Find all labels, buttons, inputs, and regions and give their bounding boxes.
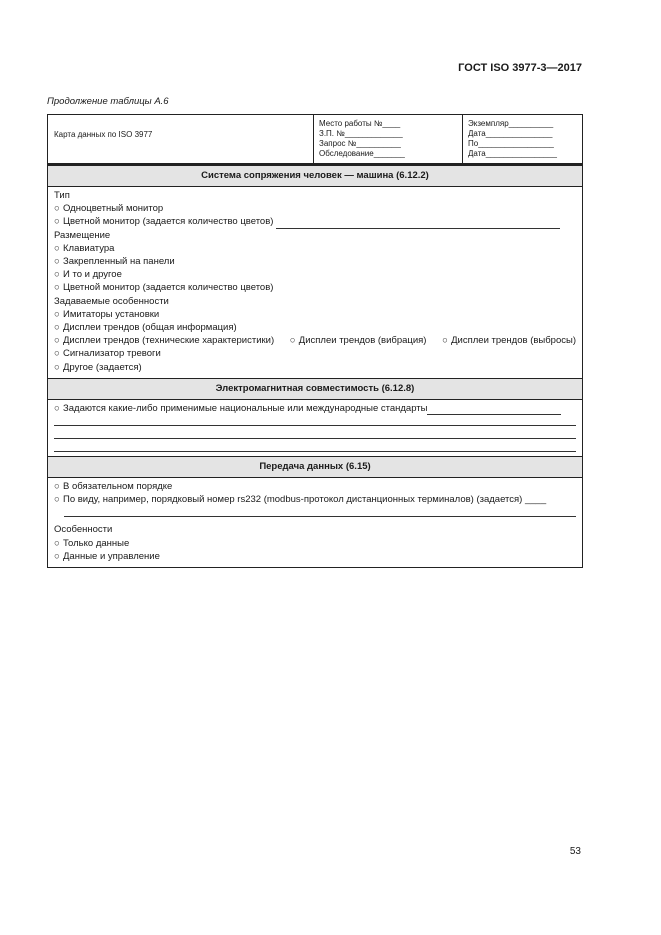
option-standards[interactable]: ○ Задаются какие-либо применимые национальные или международные стандарты [54,402,576,415]
work-info-cell [314,115,463,163]
section-data-transfer-body [48,478,582,567]
option-data-only[interactable]: ○ Только данные [54,537,130,549]
option-other[interactable]: ○ Другое (задается) [54,361,142,373]
type-label: Тип [54,190,70,201]
features-label: Задаваемые особенности [54,295,169,307]
option-panel-mounted[interactable]: ○ Закрепленный на панели [54,256,175,268]
option-keyboard[interactable]: ○ Клавиатура [54,242,115,254]
section-data-transfer-title: Передача данных (6.15) [48,456,582,478]
date-field-2[interactable]: Дата________________ [468,149,557,158]
section-emc-body [48,400,582,456]
option-color-monitor-2[interactable]: ○ Цветной монитор (задается количество цветов) [54,282,274,294]
option-protocol[interactable]: ○ По виду, например, порядковый номер rs232 (modbus-протокол дистанционных терминалов) (задается) ____ [54,494,547,506]
trend-options-row [54,334,576,347]
radio-icon[interactable]: ○ [54,203,60,215]
radio-icon[interactable]: ○ [54,282,60,294]
option-mono-monitor[interactable]: ○ Одноцветный монитор [54,203,164,215]
radio-icon[interactable]: ○ [442,335,448,347]
option-trends-general[interactable]: ○ Дисплеи трендов (общая информация) [54,322,237,334]
radio-icon[interactable]: ○ [289,335,296,347]
option-trends-emissions[interactable]: ○ Дисплеи трендов (выбросы) [442,335,576,347]
option-trends-vibration[interactable]: ○ Дисплеи трендов (вибрация) [289,335,427,347]
section-hmi-body [48,187,582,378]
form-title-cell: Карта данных по ISO 3977 [48,115,314,163]
copy-field[interactable]: Экземпляр__________ [468,119,554,128]
copy-info-cell [463,115,582,163]
standard-designation: ГОСТ ISO 3977-3—2017 [458,62,582,74]
radio-icon[interactable]: ○ [54,322,60,334]
radio-icon[interactable]: ○ [54,242,60,254]
radio-icon[interactable]: ○ [54,537,60,549]
section-hmi-title: Система сопряжения человек — машина (6.12.2) [48,164,582,187]
zp-number-field[interactable]: З.П. №_____________ [319,129,403,138]
to-field[interactable]: По_________________ [468,139,554,148]
radio-icon[interactable]: ○ [54,481,60,493]
survey-field[interactable]: Обследование_______ [319,149,405,158]
option-trends-tech[interactable]: ○ Дисплеи трендов (технические характеристики) [54,335,275,347]
radio-icon[interactable]: ○ [54,256,60,268]
standards-input[interactable] [427,404,561,415]
table-continuation-caption: Продолжение таблицы А.6 [47,96,169,107]
page-number: 53 [569,846,581,857]
radio-icon[interactable]: ○ [54,269,60,281]
radio-icon[interactable]: ○ [54,308,60,320]
radio-icon[interactable]: ○ [54,216,60,228]
radio-icon[interactable]: ○ [54,494,60,506]
blank-line[interactable] [54,415,576,426]
option-simulators[interactable]: ○ Имитаторы установки [54,308,160,320]
radio-icon[interactable]: ○ [54,550,60,562]
color-count-input[interactable] [276,218,560,229]
data-form-table [47,114,583,568]
work-place-field[interactable]: Место работы №____ [319,119,401,128]
radio-icon[interactable]: ○ [54,402,60,414]
date-field[interactable]: Дата_______________ [468,129,553,138]
radio-icon[interactable]: ○ [54,335,60,347]
option-color-monitor[interactable]: ○ Цветной монитор (задается количество цветов) [54,215,576,228]
option-alarm[interactable]: ○ Сигнализатор тревоги [54,348,161,360]
form-header-row [48,115,582,164]
option-data-control[interactable]: ○ Данные и управление [54,550,160,562]
blank-line[interactable] [54,428,576,439]
request-number-field[interactable]: Запрос №__________ [319,139,401,148]
option-mandatory[interactable]: ○ В обязательном порядке [54,481,173,493]
placement-label: Размещение [54,229,111,241]
blank-line[interactable] [54,441,576,452]
radio-icon[interactable]: ○ [54,361,60,373]
blank-line[interactable] [64,506,576,517]
option-both[interactable]: ○ И то и другое [54,269,122,281]
features-label-2: Особенности [54,524,113,536]
section-emc-title: Электромагнитная совместимость (6.12.8) [48,378,582,400]
radio-icon[interactable]: ○ [54,348,60,360]
